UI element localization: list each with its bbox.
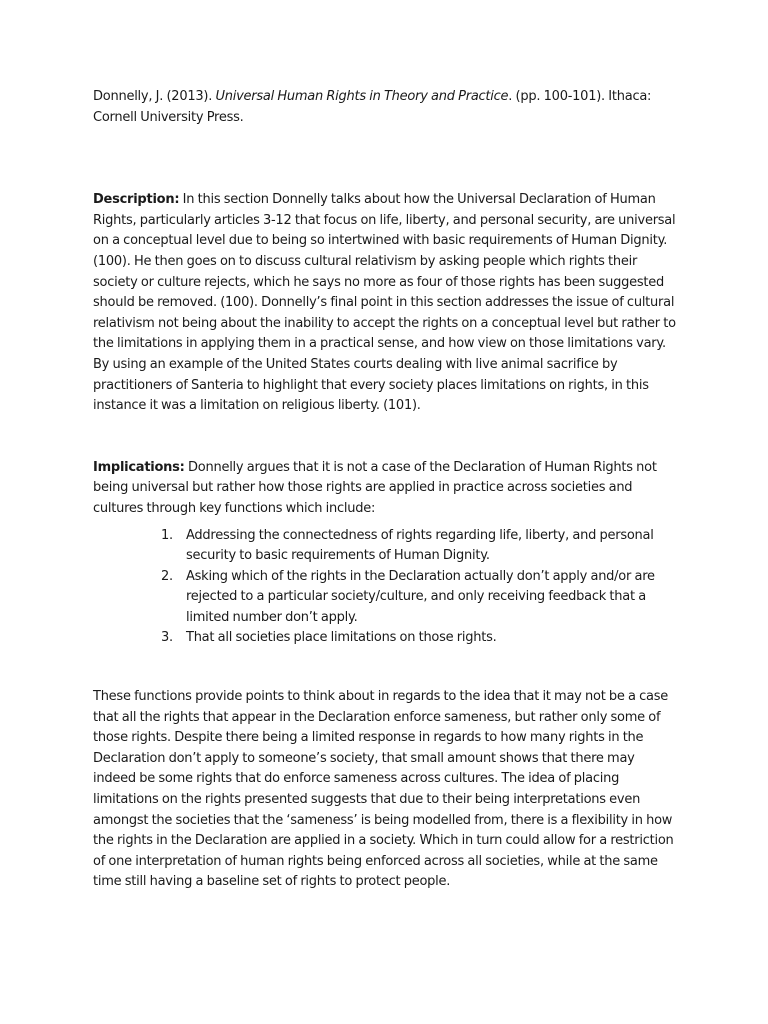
citation-author-year: Donnelly, J. (2013). — [93, 89, 216, 104]
implications-label: Implications: — [93, 459, 185, 475]
list-item-number: 3. — [161, 630, 173, 646]
list-item — [161, 567, 678, 629]
list-item-number: 2. — [161, 568, 173, 584]
description-text: In this section Donnelly talks about how the Universal Declaration of Human Rights, particularly articles 3-12 that focus on life, liberty, and personal security, are universal on a conceptual level due to being so intertwined with basic requirements of Human Dignity. (100). He then goes on to discuss cultural relativism by asking people which rights their society or culture rejects, which he says no more as four of those rights has been suggested should be removed. (100). Donnelly’s final point in this section addresses the issue of cultural relativism not being about the inability to accept the rights on a conceptual level but rather to the limitations in applying them in a practical sense, and how view on those limitations vary. By using an example of the United States courts dealing with live animal sacrifice by practitioners of Santeria to highlight that every society places limitations on rights, in this instance it was a limitation on religious liberty. (101). — [93, 192, 676, 414]
functions-list — [93, 526, 678, 650]
list-item-number: 1. — [161, 527, 173, 543]
list-item-text: Addressing the connectedness of rights regarding life, liberty, and personal security to basic requirements of Human Dignity. — [186, 527, 654, 564]
citation-book-title: Universal Human Rights in Theory and Practice — [215, 89, 509, 104]
document-page — [93, 87, 678, 893]
list-item-text: Asking which of the rights in the Declaration actually don’t apply and/or are rejected to a particular society/culture, and only receiving feedback that a limited number don’t apply. — [186, 568, 655, 625]
implications-text: Donnelly argues that it is not a case of the Declaration of Human Rights not being universal but rather how those rights are applied in practice across societies and cultures through key functions which include: — [93, 459, 657, 516]
description-paragraph — [93, 190, 678, 417]
list-item — [161, 628, 678, 649]
implications-paragraph — [93, 458, 678, 520]
closing-paragraph: These functions provide points to think about in regards to the idea that it may not be a case that all the rights that appear in the Declaration enforce sameness, but rather only some of those rights. Despite there being a limited response in regards to how many rights in the Declaration don’t apply to someone’s society, that small amount shows that there may indeed be some rights that do enforce sameness across cultures. The idea of placing limitations on the rights presented suggests that due to their being interpretations even amongst the societies that the ‘sameness’ is being modelled from, there is a flexibility in how the rights in the Declaration are applied in a society. Which in turn could allow for a restriction of one interpretation of human rights being enforced across all societies, while at the same time still having a baseline set of rights to protect people. — [93, 689, 674, 890]
list-item — [161, 526, 678, 567]
list-item-text: That all societies place limitations on those rights. — [186, 630, 497, 646]
description-label: Description: — [93, 192, 180, 208]
citation-details: . (pp. 100-101). Ithaca: Cornell University Press. — [93, 89, 652, 125]
citation — [93, 87, 678, 128]
